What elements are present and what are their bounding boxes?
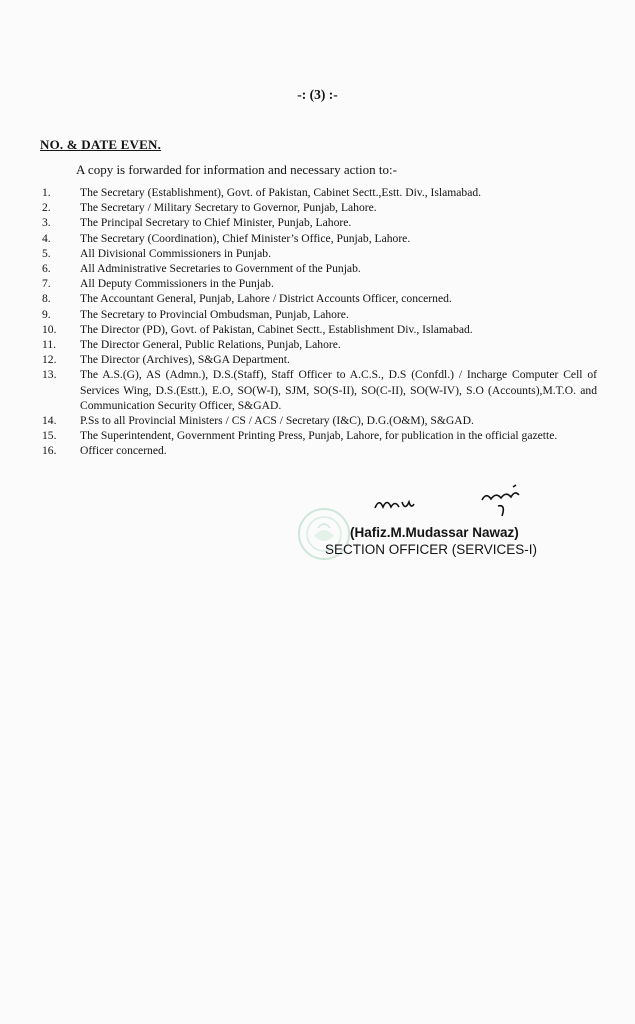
- signature-block: [290, 480, 610, 570]
- item-number: 3.: [42, 216, 51, 230]
- list-item: [42, 185, 597, 200]
- item-text: All Administrative Secretaries to Government of the Punjab.: [80, 262, 361, 276]
- item-number: 12.: [42, 353, 57, 367]
- item-number: 11.: [42, 338, 57, 352]
- reference-heading: NO. & DATE EVEN.: [40, 137, 162, 152]
- item-text: All Deputy Commissioners in the Punjab.: [80, 277, 274, 291]
- item-number: 10.: [42, 322, 57, 336]
- list-item: [42, 261, 597, 276]
- item-number: 15.: [42, 429, 57, 443]
- list-item: [42, 291, 597, 306]
- item-text: The Secretary / Military Secretary to Governor, Punjab, Lahore.: [80, 201, 377, 215]
- item-number: 7.: [42, 277, 51, 291]
- item-text: P.Ss to all Provincial Ministers / CS / ACS / Secretary (I&C), D.G.(O&M), S&GAD.: [80, 414, 474, 428]
- list-item: [42, 307, 597, 322]
- item-text: The Principal Secretary to Chief Minister, Punjab, Lahore.: [80, 216, 352, 230]
- item-text: The Secretary (Coordination), Chief Minister’s Office, Punjab, Lahore.: [80, 231, 411, 245]
- item-text: The Director (PD), Govt. of Pakistan, Cabinet Sectt., Establishment Div., Islamabad.: [80, 322, 473, 336]
- item-text: The Secretary to Provincial Ombudsman, Punjab, Lahore.: [80, 307, 349, 321]
- list-item: [42, 443, 597, 458]
- intro-text: A copy is forwarded for information and necessary action to:-: [76, 162, 397, 177]
- list-item: [42, 322, 597, 337]
- item-text: All Divisional Commissioners in Punjab.: [80, 246, 271, 260]
- item-text: The Secretary (Establishment), Govt. of Pakistan, Cabinet Sectt.,Estt. Div., Islamabad.: [80, 186, 482, 199]
- page-number: -: (3) :-: [297, 87, 338, 102]
- list-item: [42, 337, 597, 352]
- item-number: 16.: [42, 444, 57, 458]
- list-item: [42, 413, 597, 428]
- item-number: 13.: [42, 368, 57, 382]
- item-number: 2.: [42, 201, 51, 215]
- list-item: [42, 200, 597, 215]
- signer-name: (Hafiz.M.Mudassar Nawaz): [350, 525, 519, 540]
- list-item: [42, 231, 597, 246]
- item-number: 5.: [42, 246, 51, 260]
- item-number: 9.: [42, 307, 51, 321]
- list-item: [42, 367, 597, 413]
- list-item: [42, 276, 597, 291]
- item-text: Officer concerned.: [80, 444, 167, 458]
- list-item: [42, 352, 597, 367]
- item-text: The Accountant General, Punjab, Lahore / District Accounts Officer, concerned.: [80, 292, 452, 306]
- item-number: 1.: [42, 186, 51, 199]
- item-text: The Superintendent, Government Printing Press, Punjab, Lahore, for publication in the official gazette.: [80, 429, 558, 443]
- list-item: [42, 215, 597, 230]
- item-number: 4.: [42, 231, 51, 245]
- item-text: The Director (Archives), S&GA Department.: [80, 353, 290, 367]
- recipient-list: [42, 185, 597, 459]
- list-item: [42, 246, 597, 261]
- signer-title: SECTION OFFICER (SERVICES-I): [325, 542, 538, 557]
- item-number: 6.: [42, 262, 51, 276]
- signature-mark: [370, 480, 530, 520]
- item-text: The A.S.(G), AS (Admn.), D.S.(Staff), Staff Officer to A.C.S., D.S (Confdl.) / Incharge Computer Cell of Services Wing, D.S.(Estt.), E.O, SO(W-I), SJM, SO(S-II), SO(C-II), SO(W-IV), S.O (Accounts),M.T.O. and Communication Security Officer, S&GAD.: [80, 368, 597, 412]
- item-text: The Director General, Public Relations, Punjab, Lahore.: [80, 338, 341, 352]
- item-number: 14.: [42, 414, 57, 428]
- list-item: [42, 428, 597, 443]
- item-number: 8.: [42, 292, 51, 306]
